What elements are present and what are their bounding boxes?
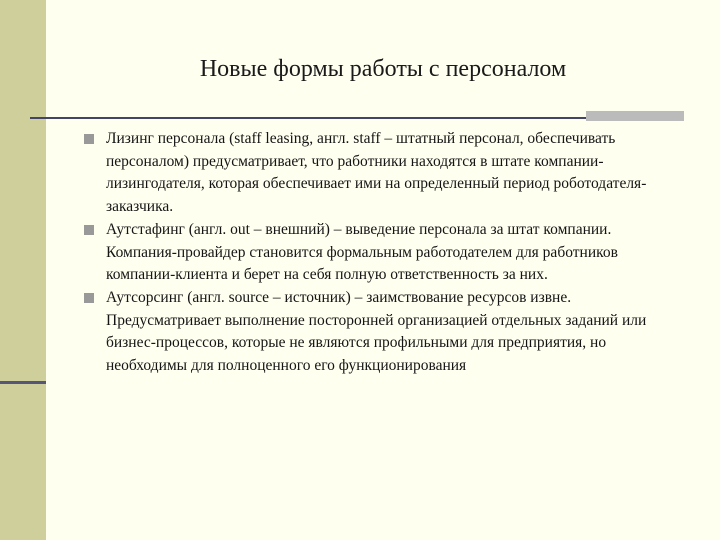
bullet-list xyxy=(84,128,674,378)
bullet-item-outstaffing xyxy=(84,219,674,287)
title-underline-block xyxy=(586,111,684,121)
bullet-item-outsourcing xyxy=(84,287,674,378)
square-bullet-icon xyxy=(84,293,94,303)
left-decorative-band xyxy=(0,0,46,540)
left-band-divider xyxy=(0,381,46,384)
bullet-text-outstaffing: Аутстафинг (англ. out – внешний) – выведение персонала за штат компании. Компания-провайдер становится формальным работодателем для работников компании-клиента и берет на себя полную ответственность за них. xyxy=(106,220,618,284)
bullet-text-leasing: Лизинг персонала (staff leasing, англ. staff – штатный персонал, обеспечивать персоналом) предусматривает, что работники находятся в штате компании-лизингодателя, которая обеспечивает ими на определенный период роботодателя-заказчика. xyxy=(106,130,647,216)
bullet-item-leasing xyxy=(84,128,674,219)
bullet-text-outsourcing: Аутсорсинг (англ. source – источник) – заимствование ресурсов извне. Предусматривает выполнение посторонней организацией отдельных заданий или бизнес-процессов, которые не являются профильными для предприятия, но необходимы для полноценного его функционирования xyxy=(106,288,647,375)
title-underline xyxy=(30,117,586,119)
square-bullet-icon xyxy=(84,225,94,235)
square-bullet-icon xyxy=(84,134,94,144)
slide-title: Новые формы работы с персоналом xyxy=(199,56,567,82)
